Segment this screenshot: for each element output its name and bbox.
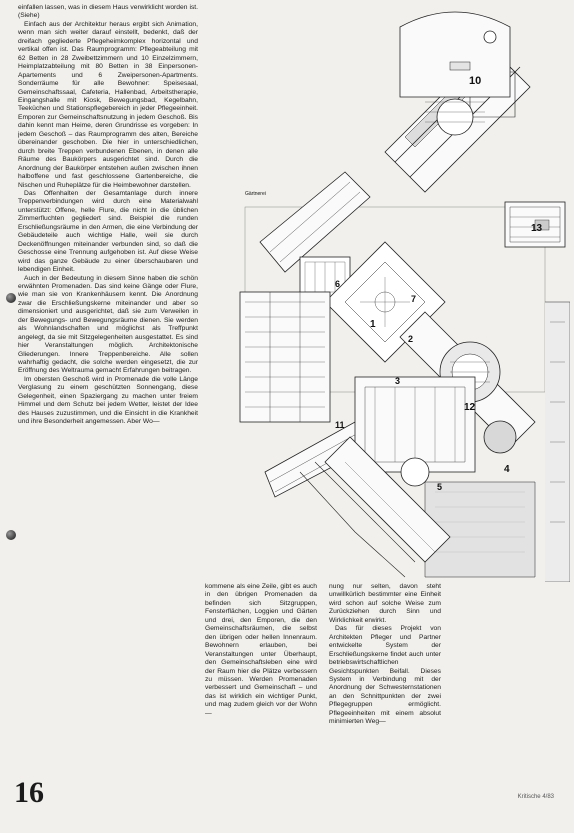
article-paragraph: einfallen lassen, was in diesem Haus verwirklicht worden ist. (Siehe) bbox=[18, 4, 198, 20]
binder-hole-icon bbox=[6, 293, 16, 303]
article-column bbox=[329, 583, 441, 778]
room-number: 6 bbox=[335, 279, 341, 289]
article-paragraph: Im obersten Geschoß wird in Promenade die volle Länge Verglasung zu einem geschützten Sonnengang, diese Gelegenheit, einen Spaziergang zu machen unter freiem Himmel und dem Schutz bei jedem Wetter, leistet der Idee des Hauses zuzustimmen, und die Einsicht in die Krankheit und ihre Besonderheit angemessen. Aber Wo— bbox=[18, 375, 198, 426]
article-column bbox=[205, 583, 317, 778]
footer-note: Kritische 4/83 bbox=[517, 794, 554, 800]
room-number: 4 bbox=[504, 464, 510, 475]
room-number: 5 bbox=[437, 482, 443, 492]
room-number: 3 bbox=[395, 376, 401, 386]
article-paragraph: kommene als eine Zeile, gibt es auch in den übrigen Promenaden da befinden sich Sitzgruppen, Fensterflächen, Loggien und Gärten und drei, den Emporen, die den Gemeinschaftsräumen, die selbst den übrigen oder hellen Innenraum. Bewohnern erlauben, bei Veranstaltungen unter Überhaupt, den Gemeinschaftsleben eine wird der Raum hier die Plätze verbessern zu müssen. Werden Promenaden verbessert und Gemeinschaft – und das ist wirklich ein wichtiger Punkt, und mag zudem gleich vor der Wohn— bbox=[205, 583, 317, 717]
room-number: 13 bbox=[531, 223, 543, 234]
floor-plan bbox=[205, 2, 570, 582]
room-number: 2 bbox=[408, 334, 414, 344]
page-number: 16 bbox=[14, 776, 44, 809]
plan-far-right bbox=[545, 302, 570, 582]
plan-west-rooms bbox=[240, 292, 330, 422]
article-paragraph: nung nur selten, davon steht unwillkürlich bestimmter eine Einheit wird schon auf solche Weise zum Zurückziehen durch Sinn und Wirklichkeit erwirkt. bbox=[329, 583, 441, 624]
plan-label: Gärtnerei bbox=[245, 191, 266, 197]
article-paragraph: Auch in der Bedeutung in diesem Sinne haben die schön erwähnten Promenaden. Das sind keine Gänge oder Flure, wie man sie von Krankenhäusern kennt. Die Anordnung zwar die Erschließungskerne miteinander und aber so dimensioniert und ausgerichtet, daß sie zum Verweilen in der Bewegungs- und Bewegungsräume dienen. Sie werden als Wohnlandschaften und möglichst als Treffpunkt angelegt, da sie mit Sitzgelegenheiten ausgestattet. Es sind hier Veranstaltungen möglich. Architektonische Gliederungen. Innere Treppenbereiche. Alle sollen wahrhaftig gedacht, die solche werden eingesetzt, die zur Eröffnung des Weltrauma gemacht Erfahrungen beitragen. bbox=[18, 274, 198, 375]
room-number: 10 bbox=[469, 75, 482, 87]
article-paragraph: Einfach aus der Architektur heraus ergibt sich Animation, wenn man sich weiter darauf einstellt, bedenkt, daß der dreifach gegliederte Pflegeheimkomplex horizontal und vertikal offen ist. Das Raumprogramm: Pflegeabteilung mit 62 Betten in 28 Zweibettzimmern und 10 Einzelzimmern, Heimplatzabteilung mit 80 Betten in 38 Einpersonen-Apartements und 6 Zweipersonen-Apartments. Sonderräume für alle Bewohner: Speisesaal, Gemeinschaftssaal, Cafeteria, Hallenbad, Arbeitstherapie, Eingangshalle mit Kiosk, Bewegungsbad, Kegelbahn, Teeküchen und Stationspflegebereich in jeder Pflegeeinheit. Emporen zur Gemeinschaftsnutzung in jedem Geschoß. Bis dahin kennt man Heime, deren Grundrisse es vorgeben: In jedem Geschoß – das Raumprogramm des alten, Bereiche übereinander geschoben. Die hier in unterschiedlichen, durch breite Treppen verbundenen Ebenen, in denen alle Räume des Baukörpers ausgerichtet sind. Durch die Anordnung der Baukörper entstehen außen zwischen ihnen halboffene und fast geschlossene Gartenbereiche, die Nischen und Ruheplätze für die Heimbewohner darstellen. bbox=[18, 20, 198, 189]
article-paragraph: Das Offenhalten der Gesamtanlage durch innere Treppenverbindungen wird durch eine Materialwahl unterstützt: Offene, helle Flure, die nicht in die üblichen Zimmerfluchten gegliedert sind. Beispiel die runden Erschließungsräume in den Armen, die eine Verbindung der Gebäudeteile auch wichtige Halle, weil sie durch Deckenöffnungen miteinander verbunden sind, so daß die Geschosse eine Trennung aufgehoben ist. Auf diese Weise wird das ganze Gebäude zu einer überschaubaren und lebendigen Einheit. bbox=[18, 189, 198, 274]
room-number: 12 bbox=[464, 402, 476, 413]
room-number: 11 bbox=[335, 420, 345, 430]
binder-hole-icon bbox=[6, 530, 16, 540]
room-number: 7 bbox=[411, 294, 417, 304]
plan-courtyard-top bbox=[400, 12, 510, 97]
article-left-column bbox=[18, 4, 198, 774]
room-number: 1 bbox=[370, 319, 376, 330]
article-paragraph: Das für dieses Projekt von Architekten Pfleger und Partner entwickelte System der Erschließungskerne findet auch unter betriebswirtschaftlichen Gesichtspunkten Beifall. Dieses System in Verbindung mit der Anordnung der Schwesternstationen an den Schnittpunkten der zwei Pflegegruppen ermöglicht. Pflegeeinheiten mit einem absolut minimierten Weg— bbox=[329, 625, 441, 726]
